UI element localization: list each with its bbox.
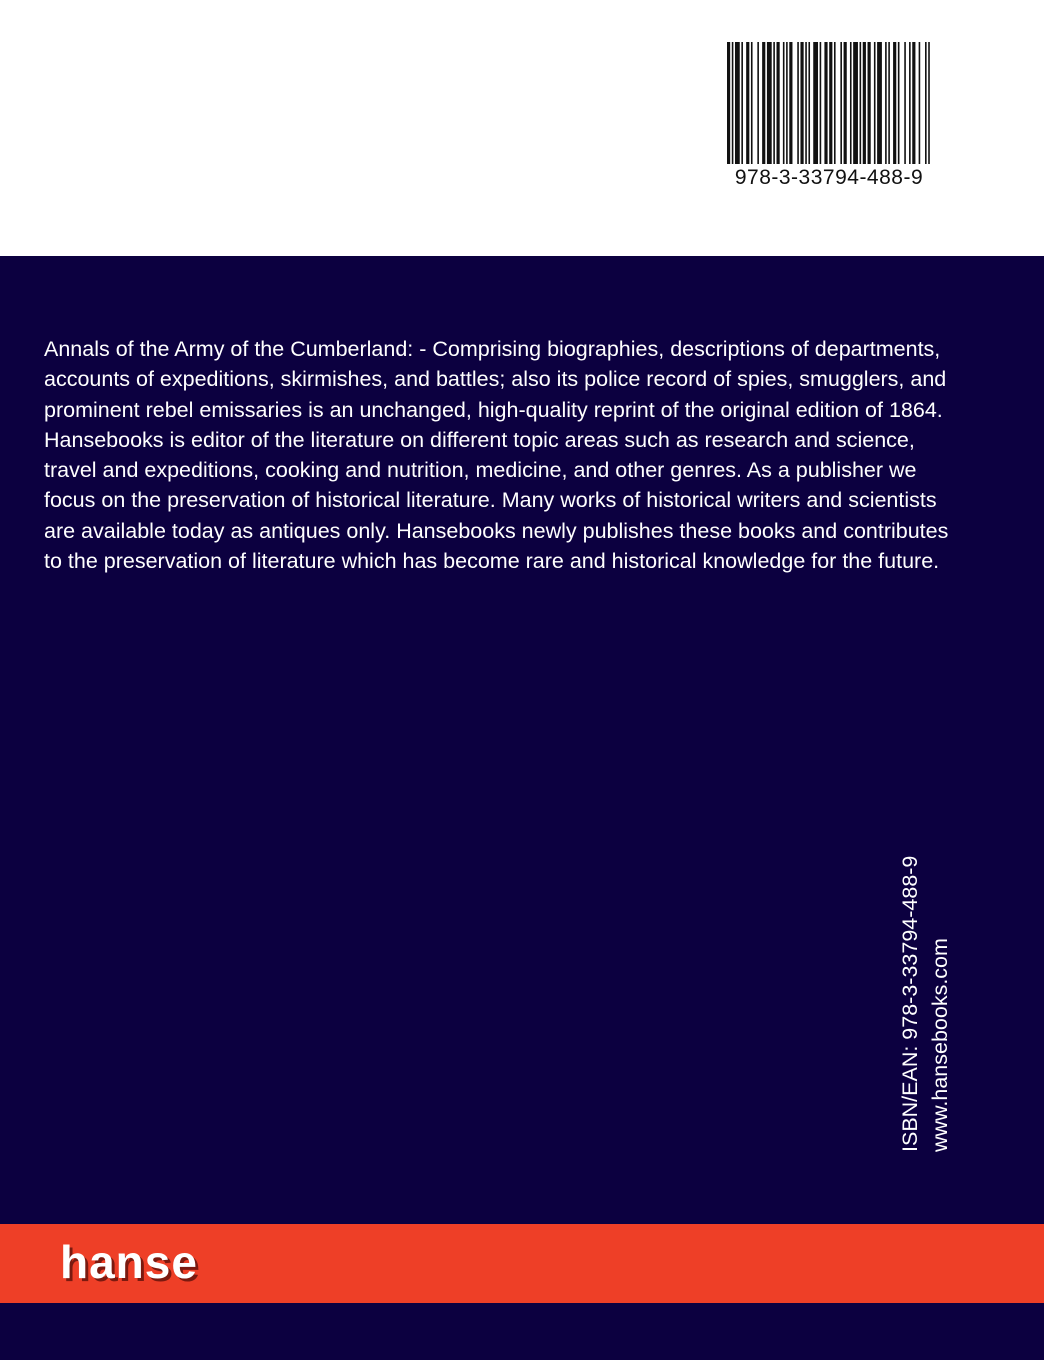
website-label: www.hansebooks.com bbox=[928, 938, 952, 1152]
barcode-bar bbox=[863, 42, 866, 164]
barcode-bar bbox=[909, 42, 911, 164]
barcode-bar bbox=[904, 42, 906, 164]
description-paragraph-2: Hansebooks is editor of the literature on different topic areas such as research and science, travel and expeditions, cooking and nutrition, medicine, and other genres. As a publisher we focus on the preservation of historical literature. Many works of historical writers and scientists are available today as antiques only. Hansebooks newly publishes these books and contributes to the preservation of literature which has become rare and historical knowledge for the future. bbox=[44, 427, 949, 574]
barcode-bar bbox=[741, 42, 743, 164]
barcode-bar bbox=[853, 42, 858, 164]
barcode-bars bbox=[727, 42, 933, 164]
barcode-bar bbox=[925, 42, 927, 164]
barcode bbox=[724, 42, 934, 192]
barcode-bar bbox=[767, 42, 772, 164]
barcode-bar bbox=[727, 42, 730, 164]
barcode-bar bbox=[757, 42, 759, 164]
barcode-bar bbox=[786, 42, 788, 164]
barcode-bar bbox=[751, 42, 753, 164]
barcode-bar bbox=[762, 42, 765, 164]
description-paragraph-1: Annals of the Army of the Cumberland: - Comprising biographies, descriptions of departments, accounts of expeditions, skirmishes, and battles; also its police record of spies, smugglers, and prominent rebel emissaries is an unchanged, high-quality reprint of the original edition of 1864. bbox=[44, 337, 947, 422]
spine-text bbox=[895, 822, 955, 1152]
barcode-bar bbox=[735, 42, 740, 164]
barcode-bar bbox=[777, 42, 780, 164]
barcode-bar bbox=[797, 42, 799, 164]
barcode-bar bbox=[874, 42, 876, 164]
barcode-bar bbox=[840, 42, 842, 164]
barcode-bar bbox=[834, 42, 836, 164]
barcode-bar bbox=[919, 42, 921, 164]
barcode-bar bbox=[893, 42, 896, 164]
barcode-bar bbox=[877, 42, 882, 164]
barcode-bar bbox=[732, 42, 734, 164]
barcode-bar bbox=[868, 42, 871, 164]
barcode-bar bbox=[860, 42, 862, 164]
barcode-number: 978-3-33794-488-9 bbox=[734, 166, 924, 189]
barcode-bar bbox=[808, 42, 810, 164]
barcode-bar bbox=[898, 42, 900, 164]
barcode-bar bbox=[912, 42, 915, 164]
isbn-label: ISBN/EAN: 978-3-33794-488-9 bbox=[898, 855, 922, 1152]
book-description bbox=[44, 334, 954, 576]
barcode-bar bbox=[800, 42, 803, 164]
bottom-band bbox=[0, 1303, 1044, 1360]
barcode-bar bbox=[928, 42, 930, 164]
barcode-bar bbox=[805, 42, 807, 164]
barcode-bar bbox=[844, 42, 847, 164]
barcode-bar bbox=[885, 42, 887, 164]
barcode-bar bbox=[813, 42, 818, 164]
barcode-bar bbox=[789, 42, 792, 164]
barcode-area bbox=[0, 0, 1044, 256]
barcode-bar bbox=[829, 42, 832, 164]
barcode-bar bbox=[820, 42, 822, 164]
barcode-bar bbox=[783, 42, 785, 164]
barcode-bar bbox=[773, 42, 775, 164]
barcode-bar bbox=[850, 42, 852, 164]
barcode-bar bbox=[824, 42, 827, 164]
barcode-bar bbox=[746, 42, 749, 164]
barcode-bar bbox=[888, 42, 890, 164]
hanse-logo: hanse bbox=[60, 1236, 198, 1288]
